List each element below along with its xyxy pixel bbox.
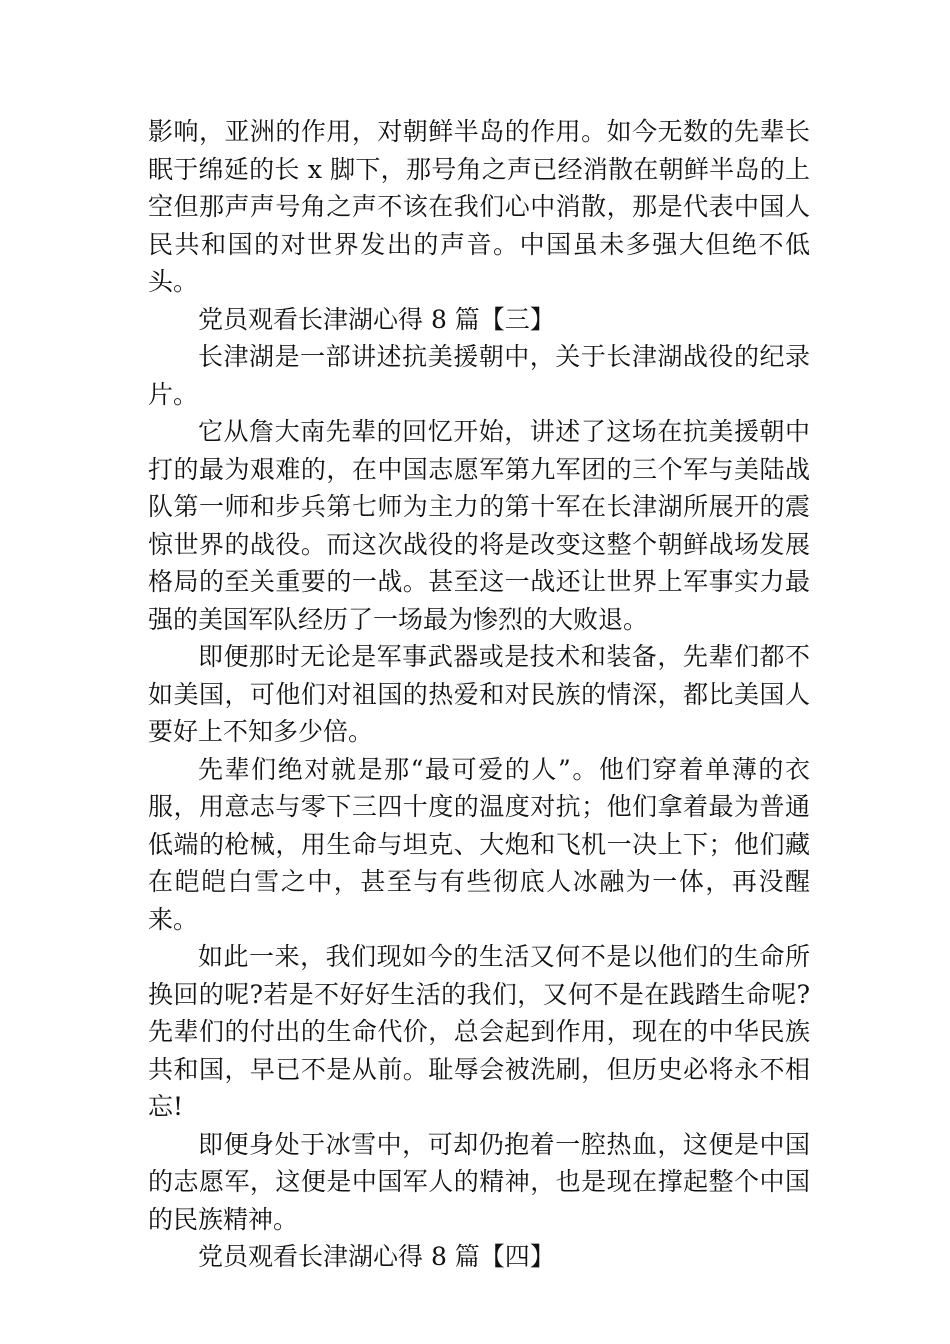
paragraph-continued: 影响，亚洲的作用，对朝鲜半岛的作用。如今无数的先辈长眠于绵延的长 x 脚下，那号角之声已经消散在朝鲜半岛的上空但那声声号角之声不该在我们心中消散，那是代表中国人民共和国的对世界发出的声音。中国虽未多强大但绝不低头。 [148,117,810,296]
paragraph-spirit: 即便身处于冰雪中，可却仍抱着一腔热血，这便是中国的志愿军，这便是中国军人的精神，也是现在撑起整个中国的民族精神。 [148,1129,810,1234]
section-heading-four: 党员观看长津湖心得 8 篇【四】 [198,1242,555,1271]
document-body [148,113,810,1276]
paragraph-equipment: 即便那时无论是军事武器或是技术和装备，先辈们都不如美国，可他们对祖国的热爱和对民族的情深，都比美国人要好上不知多少倍。 [148,642,810,746]
paragraph-battle: 它从詹大南先辈的回忆开始，讲述了这场在抗美援朝中打的最为艰难的，在中国志愿军第九军团的三个军与美陆战队第一师和步兵第七师为主力的第十军在长津湖所展开的震惊世界的战役。而这次战役的将是改变这整个朝鲜战场发展格局的至关重要的一战。甚至这一战还让世界上军事实力最强的美国军队经历了一场最为惨烈的大败退。 [148,417,810,634]
paragraph-life: 如此一来，我们现如今的生活又何不是以他们的生命所换回的呢?若是不好好生活的我们，又何不是在践踏生命呢?先辈们的付出的生命代价，总会起到作用，现在的中华民族共和国，早已不是从前。耻辱会被洗刷，但历史必将永不相忘! [148,942,810,1121]
paragraph-cutest-people: 先辈们绝对就是那“最可爱的人”。他们穿着单薄的衣服，用意志与零下三四十度的温度对抗；他们拿着最为普通低端的枪械，用生命与坦克、大炮和飞机一决上下；他们藏在皑皑白雪之中，甚至与有些彻底人冰融为一体，再没醒来。 [148,754,810,934]
section-heading-three: 党员观看长津湖心得 8 篇【三】 [198,304,555,334]
paragraph-intro: 长津湖是一部讲述抗美援朝中，关于长津湖战役的纪录片。 [148,342,810,409]
